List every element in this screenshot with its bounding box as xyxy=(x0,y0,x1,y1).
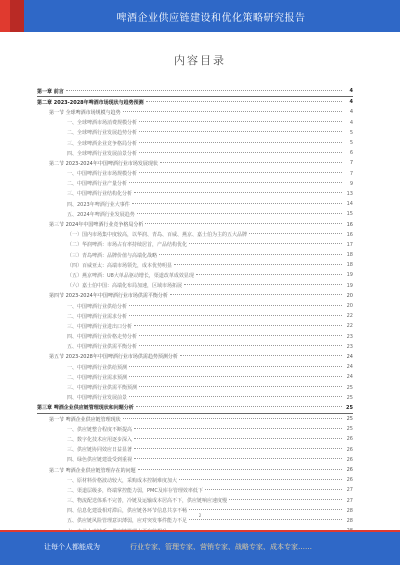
toc-entry-title: 四、信息化建设相对滞后，供应链各环节信息共享不畅 xyxy=(67,508,188,515)
toc-entry-title: 一、中国啤酒行业供给分析 xyxy=(67,303,128,310)
toc-entry-title: 第三节 2024年中国啤酒行业竞争格局分析 xyxy=(49,222,144,229)
toc-entry[interactable] xyxy=(37,382,353,392)
toc-leader-dots xyxy=(129,315,342,316)
toc-entry[interactable] xyxy=(37,445,353,455)
toc-entry-title: 五、2024年啤酒行业发展趋势 xyxy=(67,211,135,218)
toc-leader-dots xyxy=(189,519,342,520)
toc-entry-title: 第二章 2023-2028年啤酒市场现状与趋势预测 xyxy=(37,99,144,106)
toc-leader-dots xyxy=(129,305,342,306)
toc-entry-title: 五、中国啤酒行业供需平衡分析 xyxy=(67,344,138,351)
toc-entry-page: 17 xyxy=(346,241,353,248)
toc-leader-dots xyxy=(139,386,342,387)
toc-entry[interactable] xyxy=(37,301,353,311)
toc-entry-page: 20 xyxy=(346,292,353,299)
toc-entry[interactable] xyxy=(37,291,353,301)
toc-entry-page: 23 xyxy=(346,343,353,350)
page-number: 2 xyxy=(198,513,202,518)
toc-leader-dots xyxy=(129,182,342,183)
toc-entry[interactable] xyxy=(37,475,353,485)
toc-entry[interactable] xyxy=(37,321,353,331)
toc-entry-page: 25 xyxy=(346,394,353,401)
toc-entry-page: 15 xyxy=(346,211,353,218)
toc-entry-title: 二、中国啤酒行业需求预测 xyxy=(67,374,128,381)
toc-entry-page: 4 xyxy=(349,119,353,126)
toc-entry-page: 27 xyxy=(346,497,353,504)
toc-entry-page: 27 xyxy=(346,487,353,494)
toc-entry-page: 28 xyxy=(346,517,353,524)
toc-leader-dots xyxy=(134,325,342,326)
toc-entry-title: 第二节 啤酒企业供应链管理存在的问题 xyxy=(49,467,136,474)
toc-entry[interactable] xyxy=(37,209,353,219)
toc-entry-title: （二）华润啤酒：市场占有率持续居首，产品结构优化 xyxy=(67,242,188,249)
toc-leader-dots xyxy=(139,172,342,173)
toc-entry[interactable] xyxy=(37,485,353,495)
toc-entry-page: 18 xyxy=(346,262,353,269)
toc-leader-dots xyxy=(123,418,342,419)
toc-leader-dots xyxy=(180,355,342,356)
toc-entry-title: 二、渠道层级多，终端掌控能力弱，PMC及库存管理效率低下 xyxy=(67,487,203,494)
toc-entry[interactable] xyxy=(37,342,353,352)
toc-leader-dots xyxy=(134,428,342,429)
toc-entry-page: 28 xyxy=(346,507,353,514)
toc-entry-title: 三、物流配送体系不完善，冷链及运输成本居高不下，供应链响应速度慢 xyxy=(67,498,228,505)
toc-entry-page: 24 xyxy=(346,364,353,371)
toc-entry-title: 四、全球啤酒行业发展前景分析 xyxy=(67,150,138,157)
toc-entry-title: （三）青岛啤酒：品牌价值与高端化战略 xyxy=(67,252,158,259)
toc-entry[interactable] xyxy=(37,352,353,362)
toc-entry[interactable] xyxy=(37,332,353,342)
toc-entry-page: 7 xyxy=(349,160,353,167)
toc-entry[interactable] xyxy=(37,496,353,506)
toc-entry-title: 第一章 前言 xyxy=(37,88,64,95)
toc-entry[interactable] xyxy=(37,179,353,189)
toc-entry[interactable] xyxy=(37,465,353,475)
toc-entry-page: 7 xyxy=(349,170,353,177)
toc-entry[interactable] xyxy=(37,455,353,465)
toc-entry-title: 第四节 2023-2024年中国啤酒行业市场供需平衡分析 xyxy=(49,293,168,300)
toc-entry-page: 5 xyxy=(349,129,353,136)
toc-leader-dots xyxy=(138,469,342,470)
toc-entry-title: 四、中国啤酒行业发展前景 xyxy=(67,395,128,402)
toc-entry[interactable] xyxy=(37,118,353,128)
toc-entry[interactable] xyxy=(37,107,353,117)
toc-entry-title: 第五节 2023-2028年中国啤酒行业市场供需趋势预测分析 xyxy=(49,354,178,361)
toc-entry-page: 5 xyxy=(349,140,353,147)
toc-leader-dots xyxy=(139,131,342,132)
toc-entry-title: 三、中国啤酒行业结构化分析 xyxy=(67,191,133,198)
toc-entry-title: （四）百威亚太：高端市场领先，成本优势明显 xyxy=(67,262,173,269)
toc-entry[interactable] xyxy=(37,260,353,270)
toc-leader-dots xyxy=(134,448,342,449)
toc-heading: 内容目录 xyxy=(174,54,226,67)
toc-leader-dots xyxy=(129,366,342,367)
toc-entry-title: 一、中国啤酒行业供给预测 xyxy=(67,364,128,371)
toc-leader-dots xyxy=(136,406,342,407)
toc-entry-title: 二、全球啤酒行业发展趋势分析 xyxy=(67,130,138,137)
toc-leader-dots xyxy=(137,213,342,214)
footer-accent xyxy=(0,530,400,532)
toc-entry-page: 14 xyxy=(346,201,353,208)
toc-entry-page: 4 xyxy=(349,99,353,106)
toc-entry-page: 22 xyxy=(346,323,353,330)
toc-entry-page: 19 xyxy=(346,282,353,289)
toc-entry-title: 三、供应链协同效应日益显著 xyxy=(67,447,133,454)
toc-entry-page: 13 xyxy=(346,190,353,197)
toc-entry-page: 9 xyxy=(349,180,353,187)
toc-leader-dots xyxy=(134,458,342,459)
toc-entry-title: 三、全球啤酒企业竞争格局分析 xyxy=(67,140,138,147)
toc-entry-title: （一）国内市场集中度较高，以华润、青岛、百威、燕京、嘉士伯为主的五大品牌 xyxy=(67,232,248,239)
header-accent-dark xyxy=(10,0,24,32)
toc-entry-page: 25 xyxy=(346,416,353,423)
toc-entry[interactable] xyxy=(37,393,353,403)
header-accent xyxy=(0,0,10,32)
toc-entry-page: 4 xyxy=(349,88,353,95)
toc-leader-dots xyxy=(66,90,342,91)
toc-entry[interactable] xyxy=(37,148,353,158)
toc-entry-page: 23 xyxy=(346,333,353,340)
toc-leader-dots xyxy=(205,489,342,490)
toc-entry[interactable] xyxy=(37,403,353,414)
toc-leader-dots xyxy=(134,438,342,439)
toc-leader-dots xyxy=(189,509,342,510)
toc-entry-page: 6 xyxy=(349,150,353,157)
report-title: 啤酒企业供应链建设和优化策略研究报告 xyxy=(116,13,306,24)
toc-leader-dots xyxy=(179,479,342,480)
toc-entry-page: 26 xyxy=(346,446,353,453)
toc-leader-dots xyxy=(145,223,342,224)
toc-leader-dots xyxy=(170,294,342,295)
toc-entry-page: 16 xyxy=(346,221,353,228)
toc-entry[interactable] xyxy=(37,414,353,424)
toc-entry[interactable] xyxy=(37,424,353,434)
toc-leader-dots xyxy=(139,152,342,153)
toc-entry[interactable] xyxy=(37,199,353,209)
toc-entry-page: 25 xyxy=(346,404,353,411)
toc-entry-title: 一、供应链整合程度不断提高 xyxy=(67,426,133,433)
toc-leader-dots xyxy=(184,284,342,285)
toc-entry-title: 四、中国啤酒行业价格走势分析 xyxy=(67,334,138,341)
toc-entry[interactable] xyxy=(37,434,353,444)
toc-entry-page: 26 xyxy=(346,467,353,474)
toc-entry[interactable] xyxy=(37,97,353,107)
toc-entry[interactable] xyxy=(37,230,353,240)
toc-leader-dots xyxy=(160,162,342,163)
toc-entry[interactable] xyxy=(37,138,353,148)
toc-entry-title: 第三章 啤酒企业供应链管理现状和问题分析 xyxy=(37,405,134,412)
footer-slogan-highlight: 行业专家、管理专家、营销专家、战略专家、成本专家…… xyxy=(130,543,312,551)
toc-entry-title: （五）燕京啤酒：U8大单品驱动增长，渠道改革成效显现 xyxy=(67,272,194,279)
footer-slogan: 让每个人都能成为 xyxy=(44,543,100,551)
toc-entry-page: 26 xyxy=(346,436,353,443)
toc-leader-dots xyxy=(123,111,342,112)
toc-entry-title: 一、全球啤酒市场消费规模分析 xyxy=(67,120,138,127)
toc-entry[interactable] xyxy=(37,311,353,321)
toc-entry-title: 二、数字化技术应用逐步深入 xyxy=(67,436,133,443)
toc-leader-dots xyxy=(189,243,342,244)
toc-entry[interactable] xyxy=(37,362,353,372)
toc-leader-dots xyxy=(229,499,342,500)
toc-leader-dots xyxy=(139,335,342,336)
toc-entry[interactable] xyxy=(37,169,353,179)
toc-entry-title: 二、中国啤酒行业需求分析 xyxy=(67,313,128,320)
toc-leader-dots xyxy=(159,254,342,255)
toc-leader-dots xyxy=(174,264,342,265)
toc-entry[interactable] xyxy=(37,219,353,229)
toc-entry-title: （六）嘉士伯中国：高端化布局加速，区域市场拓展 xyxy=(67,283,183,290)
toc-leader-dots xyxy=(134,192,342,193)
toc-entry[interactable] xyxy=(37,128,353,138)
toc-entry-page: 24 xyxy=(346,374,353,381)
toc-leader-dots xyxy=(129,376,342,377)
toc-entry-page: 26 xyxy=(346,477,353,484)
toc-entry-page: 20 xyxy=(346,303,353,310)
toc-entry-page: 25 xyxy=(346,426,353,433)
toc-entry-page: 19 xyxy=(346,272,353,279)
toc-leader-dots xyxy=(249,233,342,234)
toc-entry-title: 三、中国啤酒行业进出口分析 xyxy=(67,323,133,330)
toc-entry-title: 第一节 啤酒企业供应链管理现状 xyxy=(49,416,121,423)
toc-leader-dots xyxy=(132,203,342,204)
toc-entry-page: 4 xyxy=(349,109,353,116)
toc-entry-title: 二、中国啤酒行业产量分析 xyxy=(67,181,128,188)
toc-entry-title: 第一节 全球啤酒市场规模与趋势 xyxy=(49,109,121,116)
toc-entry-title: 第二节 2023-2024年中国啤酒行业市场发展现状 xyxy=(49,160,158,167)
table-of-contents xyxy=(37,86,353,536)
toc-leader-dots xyxy=(146,101,342,102)
toc-entry[interactable] xyxy=(37,250,353,260)
toc-entry[interactable] xyxy=(37,189,353,199)
toc-entry-title: 四、2023年啤酒行业大事件 xyxy=(67,201,130,208)
toc-entry-title: 一、原材料价格波动较大，采购成本控制难度加大 xyxy=(67,477,178,484)
toc-entry-page: 25 xyxy=(346,384,353,391)
toc-entry-title: 五、供应链风险管理意识薄弱，应对突发事件能力不足 xyxy=(67,518,188,525)
toc-entry-page: 24 xyxy=(346,353,353,360)
toc-entry[interactable] xyxy=(37,372,353,382)
toc-leader-dots xyxy=(139,142,342,143)
toc-leader-dots xyxy=(196,274,342,275)
toc-leader-dots xyxy=(139,121,342,122)
toc-entry-title: 四、绿色供应链建设受到重视 xyxy=(67,457,133,464)
toc-entry-page: 16 xyxy=(346,231,353,238)
toc-entry-page: 18 xyxy=(346,252,353,259)
toc-entry-title: 一、中国啤酒行业市场规模分析 xyxy=(67,171,138,178)
toc-entry-page: 22 xyxy=(346,313,353,320)
toc-entry[interactable] xyxy=(37,158,353,168)
toc-entry-title: 三、中国啤酒行业供需平衡预测 xyxy=(67,385,138,392)
toc-entry[interactable] xyxy=(37,281,353,291)
toc-leader-dots xyxy=(129,396,342,397)
toc-entry[interactable] xyxy=(37,240,353,250)
toc-leader-dots xyxy=(139,345,342,346)
toc-entry[interactable] xyxy=(37,86,353,97)
toc-entry-page: 26 xyxy=(346,456,353,463)
toc-entry[interactable] xyxy=(37,270,353,280)
